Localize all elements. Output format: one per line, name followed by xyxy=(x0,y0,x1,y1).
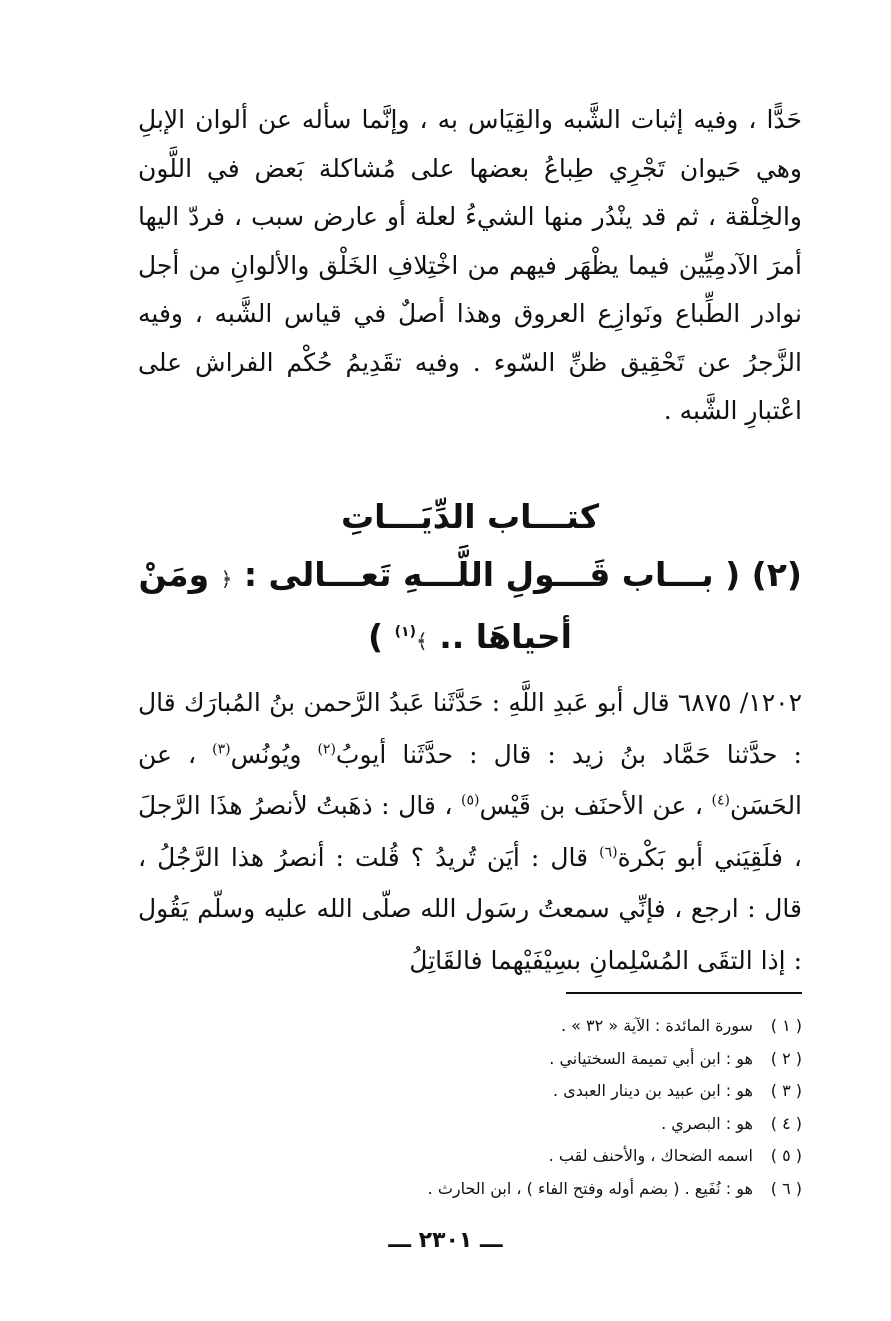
footnote-ref: (٣) xyxy=(212,741,231,758)
footnote-text: هو : ابن عبيد بن دينار العبدى . xyxy=(553,1081,753,1100)
footnote-ref: (١) xyxy=(394,624,416,640)
footnote xyxy=(300,1173,802,1206)
verse-start: ومَنْ xyxy=(138,555,210,594)
footnote-number: ( ٥ ) xyxy=(770,1146,802,1165)
footnote-text: اسمه الضحاك ، والأحنف لقب . xyxy=(548,1146,753,1165)
verse-end: أحياهَا .. xyxy=(439,617,572,656)
footnote-text: هو : نُفَيع . ( بضم أوله وفتح الفاء ) ، ابن الحارث . xyxy=(427,1178,753,1198)
footnote xyxy=(300,1010,802,1043)
footnote-ref: (٢) xyxy=(317,741,336,758)
footnote-number: ( ٣ ) xyxy=(770,1081,802,1100)
hadith-text: ، عن الحَسَن xyxy=(138,739,803,820)
footnote-number: ( ٤ ) xyxy=(770,1113,802,1133)
footnote-number: ( ٢ ) xyxy=(770,1048,802,1068)
footnote xyxy=(300,1108,802,1141)
footnote-ref: (٦) xyxy=(599,844,618,861)
quran-ornament-close-icon: ﴾ xyxy=(415,629,428,653)
footnote xyxy=(300,1140,802,1173)
hadith-text: ، عن الأحنَف بن قَيْس xyxy=(479,791,703,820)
hadith-number: ١٢٠٢/ ٦٨٧٥ xyxy=(677,688,802,717)
footnote-number: ( ٦ ) xyxy=(770,1178,802,1198)
footnote-text: سورة المائدة : الآية « ٣٢ » . xyxy=(561,1016,753,1035)
footnote-divider xyxy=(566,992,802,994)
chapter-heading xyxy=(138,546,802,670)
footnote-ref: (٥) xyxy=(460,792,480,809)
hadith-text: قال : أيَن تُريدُ ؟ قُلت : أنصرُ هذا الرَّجُلُ ، قال : ارجع ، فإنِّي سمعتُ رسَول الله صلّى الله عليه وسلّم يَقُول : إذا التقَى المُسْلِمانِ بسِيْفَيْهما فالقَاتِلُ xyxy=(138,842,802,975)
book-title: كتـــاب الدِّيَـــاتِ xyxy=(340,497,600,536)
chapter-close-paren: ) xyxy=(368,617,384,656)
footnote-ref: (٤) xyxy=(711,792,730,809)
chapter-number: (٢) xyxy=(751,555,802,594)
quran-ornament-open-icon: ﴿ xyxy=(220,567,233,591)
hadith-text: ويُونُس xyxy=(230,739,302,769)
page-number: ـــ ٢٣٠١ ـــ xyxy=(388,1228,503,1253)
footnotes xyxy=(300,1010,802,1205)
footnote-number: ( ١ ) xyxy=(770,1016,802,1035)
footnote-text: هو : ابن أبي تميمة السختياني . xyxy=(549,1048,753,1068)
chapter-title: ( بـــاب قَـــولِ اللَّـــهِ تَعـــالى : xyxy=(243,555,741,594)
hadith-text: قال أبو عَبدِ اللَّهِ : حَدَّثَنا عَبدُ الرَّحمن بنُ المُبارَك قال : حدَّثنا حَمَّاد بنُ زيد : قال : حدَّثَنا أيوبُ xyxy=(138,688,802,769)
footnote xyxy=(300,1043,802,1076)
footnote-text: هو : البصري . xyxy=(661,1113,753,1133)
footnote xyxy=(300,1075,802,1108)
hadith-text: ، قال : ذهَبتُ لأنصرُ هذَا الرَّجلَ ، فلَقِيَني أبو بَكْرة xyxy=(138,791,802,872)
hadith-paragraph xyxy=(138,677,802,986)
intro-paragraph: حَدًّا ، وفيه إثبات الشَّبه والقِيَاس به ، وإنَّما سأله عن ألوان الإبلِ وهي حَيوان تَجْرِي طِباعُ بعضها على مُشاكلة بَعض في اللَّون والخِلْقة ، ثم قد ينْدُر منها الشيءُ لعلة أو عارض سبب ، فردّ اليها أمرَ الآدمِيِّين فيما يظْهَر فيهم من اخْتِلافِ الخَلْق والألوانِ من أجل نوادر الطِّباع ونَوازِع العروق وهذا أصلٌ في قياس الشَّبه ، وفيه الزَّجرُ عن تَحْقِيق ظنِّ السّوء . وفيه تقَدِيمُ حُكْم الفراش على اعْتبارِ الشَّبه . xyxy=(138,105,802,425)
